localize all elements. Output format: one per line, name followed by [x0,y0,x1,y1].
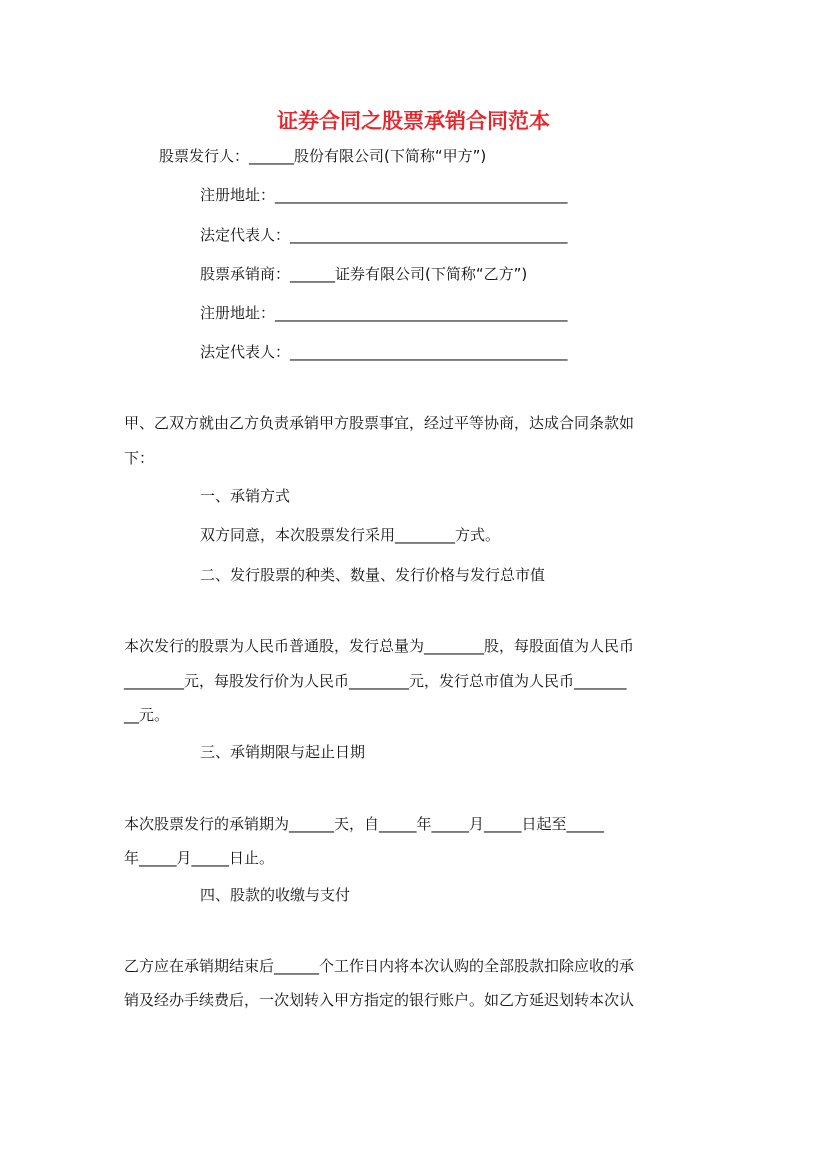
section-3-body-line: 本次股票发行的承销期为______天，自_____年_____月_____日起至_____ [124,815,605,833]
section-heading-1: 一、承销方式 [200,487,291,505]
intro-paragraph-line: 下： [124,449,155,467]
section-2-body-line: __元。 [124,706,170,724]
document-title: 证券合同之股票承销合同范本 [277,109,550,133]
intro-paragraph-line: 甲、乙双方就由乙方负责承销甲方股票事宜，经过平等协商，达成合同条款如 [124,414,635,432]
issuer-line: 股票发行人：______股份有限公司(下简称“甲方”) [159,147,487,165]
section-2-body-line: ________元，每股发行价为人民币________元，发行总市值为人民币_______ [124,672,627,690]
section-1-body: 双方同意，本次股票发行采用________方式。 [200,526,501,544]
underwriter-address-line: 注册地址：_______________________________________ [200,304,568,322]
section-4-body-line: 乙方应在承销期结束后______个工作日内将本次认购的全部股款扣除应收的承 [124,957,635,975]
section-heading-3: 三、承销期限与起止日期 [200,743,366,761]
issuer-representative-line: 法定代表人：_____________________________________ [200,226,568,244]
section-heading-4: 四、股款的收缴与支付 [200,886,351,904]
underwriter-representative-line: 法定代表人：_____________________________________ [200,343,568,361]
section-heading-2: 二、发行股票的种类、数量、发行价格与发行总市值 [200,566,546,584]
section-4-body-line: 销及经办手续费后，一次划转入甲方指定的银行账户。如乙方延迟划转本次认 [124,991,635,1009]
underwriter-line: 股票承销商：______证券有限公司(下简称“乙方”) [200,265,528,283]
issuer-address-line: 注册地址：_______________________________________ [200,186,568,204]
section-2-body-line: 本次发行的股票为人民币普通股，发行总量为________股，每股面值为人民币 [124,637,635,655]
section-3-body-line: 年_____月_____日止。 [124,849,275,867]
